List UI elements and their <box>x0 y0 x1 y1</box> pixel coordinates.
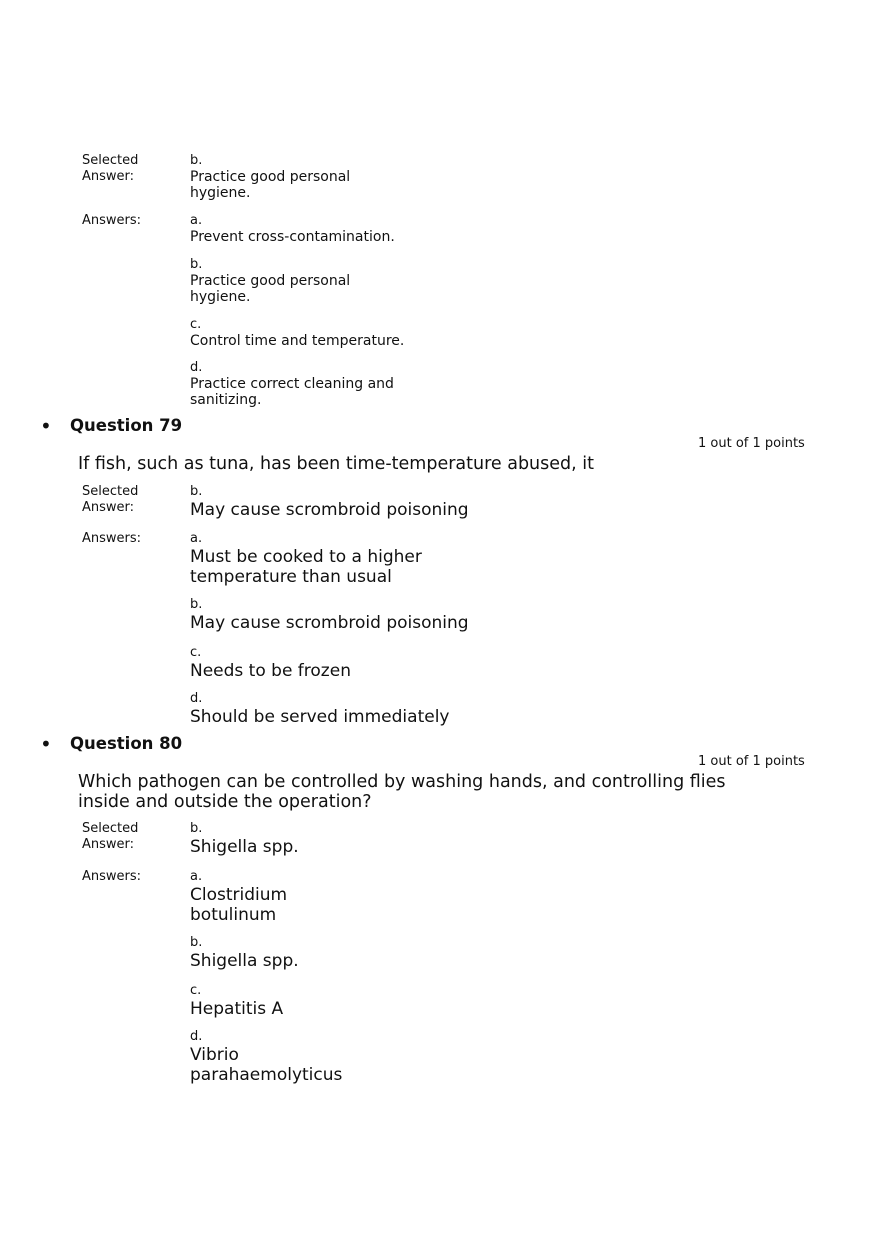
selected-answer-label: Selected Answer: <box>82 484 139 515</box>
answer-option <box>190 360 394 408</box>
answer-option <box>190 935 299 971</box>
question-text: If fish, such as tuna, has been time-temperature abused, it <box>78 454 594 474</box>
answer-option <box>190 531 422 587</box>
answer-option <box>190 213 395 245</box>
selected-answer-label: Selected Answer: <box>82 153 139 184</box>
answer-option <box>190 1029 342 1085</box>
answer-text: May cause scrombroid poisoning <box>190 500 469 520</box>
answer-text: botulinum <box>190 905 277 925</box>
selected-answer-value <box>190 484 469 520</box>
answers-label: Answers: <box>82 531 142 546</box>
question-points: 1 out of 1 points <box>698 754 805 769</box>
answer-text: Must be cooked to a higher <box>190 547 422 567</box>
answer-letter: d. <box>190 1029 203 1044</box>
answers-label: Answers: <box>82 869 142 884</box>
answer-letter: b. <box>190 597 203 612</box>
answer-text: Prevent cross-contamination. <box>190 229 395 245</box>
answer-letter: b. <box>190 153 203 168</box>
answer-letter: a. <box>190 213 203 228</box>
answer-text: Practice correct cleaning and <box>190 376 394 392</box>
bullet-icon: • <box>40 732 52 756</box>
answer-option <box>190 257 350 305</box>
answer-letter: b. <box>190 257 203 272</box>
answer-letter: a. <box>190 531 203 546</box>
answer-text: May cause scrombroid poisoning <box>190 613 469 633</box>
selected-answer-value <box>190 821 299 857</box>
answer-text: Hepatitis A <box>190 999 284 1019</box>
selected-answer-value <box>190 153 350 201</box>
answer-text: Shigella spp. <box>190 837 299 857</box>
answer-letter: d. <box>190 691 203 706</box>
answers-label: Answers: <box>82 213 142 228</box>
answer-letter: c. <box>190 645 202 660</box>
answer-text: hygiene. <box>190 289 251 305</box>
answer-letter: b. <box>190 821 203 836</box>
answer-letter: b. <box>190 935 203 950</box>
answer-option <box>190 691 449 727</box>
answer-option <box>190 317 404 349</box>
answer-option <box>190 983 283 1019</box>
question-title: Question 80 <box>70 734 183 753</box>
answer-text: sanitizing. <box>190 392 262 408</box>
answer-letter: a. <box>190 869 203 884</box>
answer-option <box>190 869 287 925</box>
answer-text: Should be served immediately <box>190 707 450 727</box>
answer-letter: c. <box>190 983 202 998</box>
answer-text: Clostridium <box>190 885 288 905</box>
answer-text: parahaemolyticus <box>190 1065 343 1085</box>
bullet-icon: • <box>40 414 52 438</box>
answer-letter: d. <box>190 360 203 375</box>
answer-text: hygiene. <box>190 185 251 201</box>
answer-letter: c. <box>190 317 202 332</box>
answer-text: Shigella spp. <box>190 951 299 971</box>
answer-text: Practice good personal <box>190 273 351 289</box>
answer-text: Practice good personal <box>190 169 351 185</box>
question-title: Question 79 <box>70 416 183 435</box>
question-points: 1 out of 1 points <box>698 436 805 451</box>
selected-answer-label: Selected Answer: <box>82 821 139 852</box>
answer-text: Vibrio <box>190 1045 239 1065</box>
answer-option <box>190 645 351 681</box>
answer-text: temperature than usual <box>190 567 392 587</box>
question-text: Which pathogen can be controlled by washing hands, and controlling flies inside and outside the operation? <box>78 772 726 812</box>
answer-text: Needs to be frozen <box>190 661 351 681</box>
answer-letter: b. <box>190 484 203 499</box>
answer-option <box>190 597 469 633</box>
answer-text: Control time and temperature. <box>190 333 405 349</box>
